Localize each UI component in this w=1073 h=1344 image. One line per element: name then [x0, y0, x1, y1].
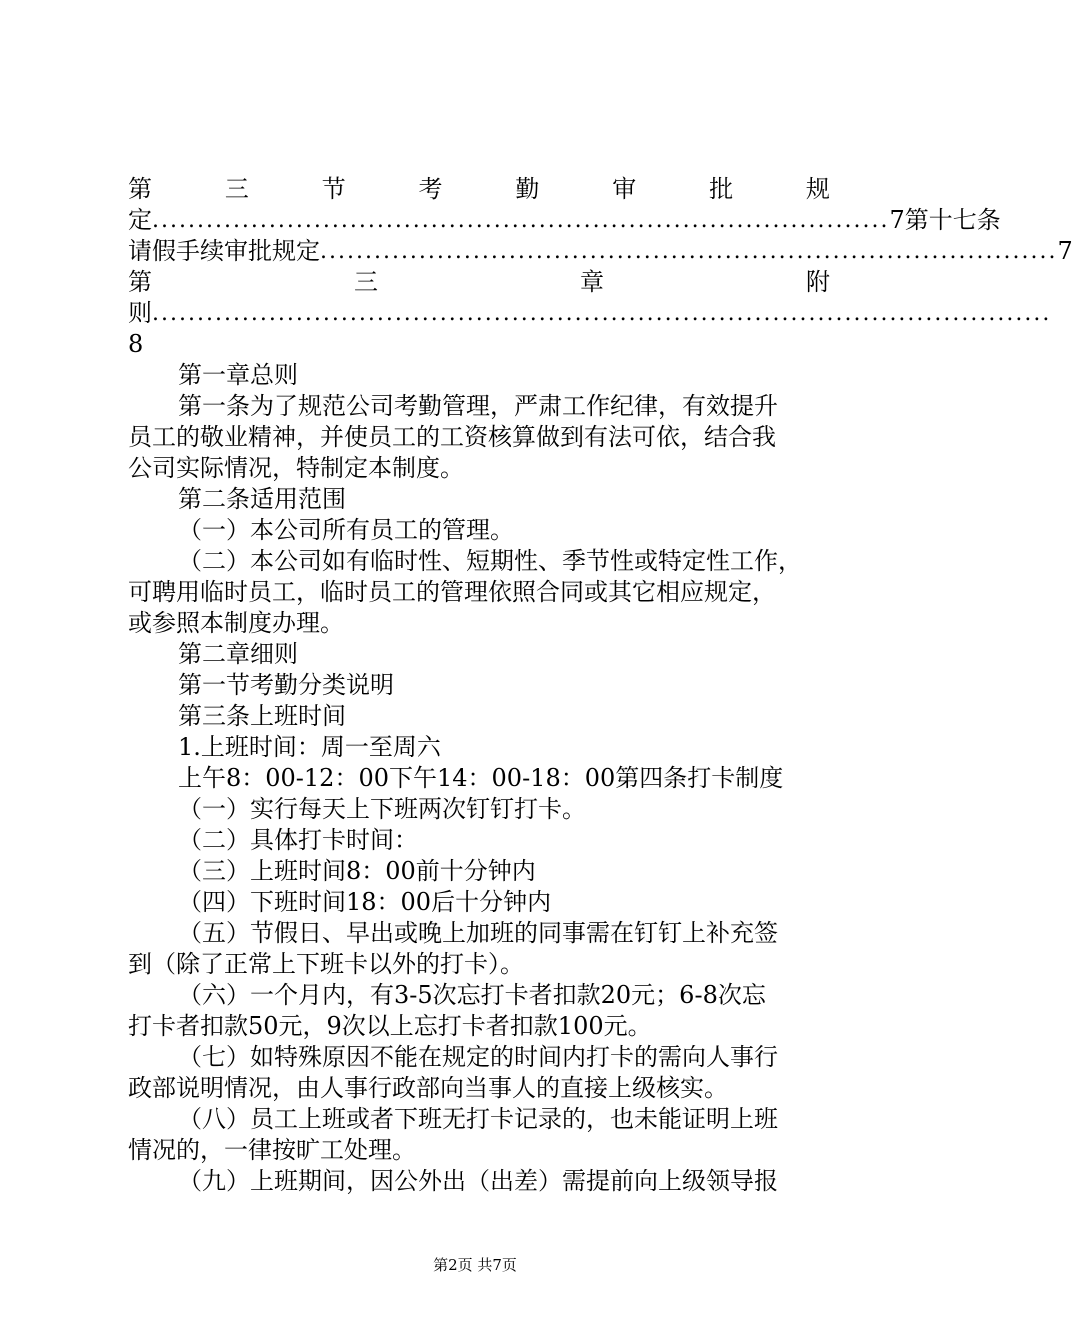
text-line: （八）员工上班或者下班无打卡记录的，也未能证明上班 — [178, 1105, 778, 1133]
toc-page-number: 7 — [1057, 237, 1073, 265]
toc-char: 第 — [128, 175, 152, 203]
toc-dot-leader: .................................................................................. — [152, 208, 890, 233]
text-line: 政部说明情况，由人事行政部向当事人的直接上级核实。 — [128, 1074, 728, 1102]
toc-char: 节 — [321, 175, 346, 203]
document-body — [128, 174, 1073, 1197]
text-line: （一）本公司所有员工的管理。 — [178, 516, 514, 544]
text-line: 上午8：00-12：00下午14：00-18：00第四条打卡制度 — [178, 764, 784, 792]
text-line: 或参照本制度办理。 — [128, 609, 344, 637]
toc-char: 勤 — [515, 175, 540, 203]
toc-row-section-3-leader — [128, 205, 1001, 236]
text-line: 第一条为了规范公司考勤管理，严肃工作纪律，有效提升 — [178, 392, 778, 420]
text-line: 打卡者扣款50元，9次以上忘打卡者扣款100元。 — [128, 1012, 652, 1040]
toc-char: 附 — [806, 268, 830, 296]
toc-label: 则 — [128, 299, 152, 327]
toc-char: 规 — [805, 175, 830, 203]
text-line: 可聘用临时员工，临时员工的管理依照合同或其它相应规定， — [128, 578, 776, 606]
text-line: 员工的敬业精神，并使员工的工资核算做到有法可依，结合我 — [128, 423, 776, 451]
page-footer: 第2页 共7页 — [433, 1256, 517, 1274]
text-line: （二）具体打卡时间： — [178, 826, 418, 854]
toc-dot-leader: .................................................................................. — [320, 239, 1058, 264]
text-line: （七）如特殊原因不能在规定的时间内打卡的需向人事行 — [178, 1043, 778, 1071]
text-line: 到（除了正常上下班卡以外的打卡）。 — [128, 950, 524, 978]
text-line: 第二条适用范围 — [178, 485, 346, 513]
text-line: （四）下班时间18：00后十分钟内 — [178, 888, 552, 916]
toc-char: 第 — [128, 268, 152, 296]
text-line: （三）上班时间8：00前十分钟内 — [178, 857, 536, 885]
toc-char: 三 — [224, 175, 249, 203]
toc-label: 请假手续审批规定 — [128, 237, 320, 265]
toc-page-number: 7第十七条 — [889, 206, 1001, 234]
toc-dot-leader: .................................................................................................... — [152, 301, 1052, 326]
toc-row-article-17 — [128, 236, 1073, 267]
toc-page-number: 8 — [128, 330, 144, 358]
text-line: 1.上班时间：周一至周六 — [178, 733, 441, 761]
toc-row-section-3-title — [128, 174, 830, 205]
text-line: 公司实际情况，特制定本制度。 — [128, 454, 464, 482]
body-text — [128, 360, 830, 1197]
toc-row-chapter-3-title — [128, 267, 830, 298]
text-line: （五）节假日、早出或晚上加班的同事需在钉钉上补充签 — [178, 919, 778, 947]
text-line: 第二章细则 — [178, 640, 298, 668]
toc-char: 考 — [418, 175, 443, 203]
toc-char: 批 — [709, 175, 734, 203]
toc-char: 三 — [354, 268, 378, 296]
toc-char: 章 — [580, 268, 604, 296]
text-line: 第一章总则 — [178, 361, 298, 389]
toc-char: 审 — [612, 175, 637, 203]
text-line: 第一节考勤分类说明 — [178, 671, 394, 699]
text-line: 第三条上班时间 — [178, 702, 346, 730]
text-line: 情况的，一律按旷工处理。 — [128, 1136, 416, 1164]
text-line: （九）上班期间，因公外出（出差）需提前向上级领导报 — [178, 1167, 778, 1195]
toc-row-chapter-3-leader — [128, 298, 1052, 329]
toc-label: 定 — [128, 206, 152, 234]
text-line: （二）本公司如有临时性、短期性、季节性或特定性工作， — [178, 547, 802, 575]
text-line: （一）实行每天上下班两次钉钉打卡。 — [178, 795, 586, 823]
text-line: （六）一个月内，有3-5次忘打卡者扣款20元；6-8次忘 — [178, 981, 766, 1009]
